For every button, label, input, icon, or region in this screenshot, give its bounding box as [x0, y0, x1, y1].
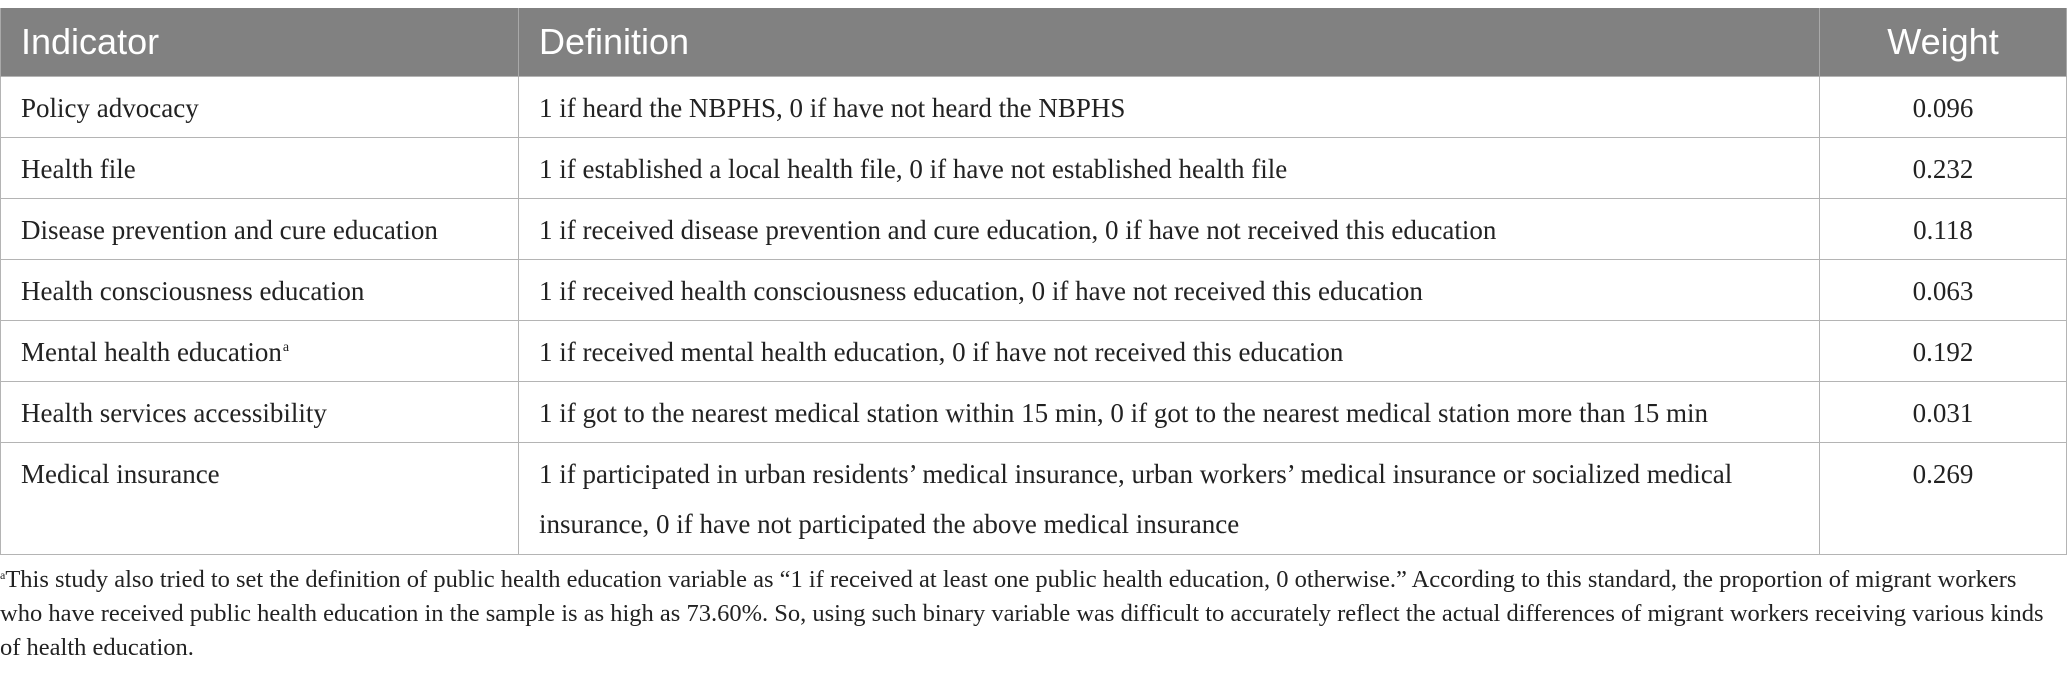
table-row	[1, 381, 2067, 442]
weight-cell: 0.192	[1820, 320, 2067, 381]
definition-cell: 1 if participated in urban residents’ medical insurance, urban workers’ medical insurance or socialized medical insurance, 0 if have not participated the above medical insurance	[519, 442, 1820, 554]
definition-cell: 1 if heard the NBPHS, 0 if have not heard the NBPHS	[519, 76, 1820, 137]
table-footnote	[0, 563, 2060, 665]
table-row	[1, 137, 2067, 198]
weight-cell: 0.232	[1820, 137, 2067, 198]
indicator-cell	[1, 198, 519, 259]
weight-cell: 0.063	[1820, 259, 2067, 320]
table-body	[1, 76, 2067, 554]
indicator-cell	[1, 381, 519, 442]
table-row	[1, 320, 2067, 381]
definition-cell: 1 if got to the nearest medical station within 15 min, 0 if got to the nearest medical station more than 15 min	[519, 381, 1820, 442]
header-definition: Definition	[519, 8, 1820, 76]
footnote-mark: a	[0, 568, 6, 582]
indicator-table-container	[0, 8, 2067, 555]
weight-cell: 0.096	[1820, 76, 2067, 137]
table-row	[1, 259, 2067, 320]
definition-cell: 1 if received mental health education, 0 if have not received this education	[519, 320, 1820, 381]
indicator-cell	[1, 320, 519, 381]
footnote-text: This study also tried to set the definition of public health education variable as “1 if received at least one public health education, 0 otherwise.” According to this standard, the proportion of migrant workers who have received public health education in the sample is as high as 73.60%. So, using such binary variable was difficult to accurately reflect the actual differences of migrant workers receiving various kinds of health education.	[0, 566, 2044, 661]
definition-cell: 1 if received disease prevention and cure education, 0 if have not received this education	[519, 198, 1820, 259]
weight-cell: 0.118	[1820, 198, 2067, 259]
table-header	[1, 8, 2067, 76]
header-indicator: Indicator	[1, 8, 519, 76]
weight-cell: 0.031	[1820, 381, 2067, 442]
indicator-label: Disease prevention and cure education	[21, 214, 438, 245]
indicator-label: Policy advocacy	[21, 92, 199, 123]
indicator-label: Health file	[21, 153, 136, 184]
indicator-label: Medical insurance	[21, 458, 220, 489]
table-row	[1, 198, 2067, 259]
indicator-cell	[1, 76, 519, 137]
weight-cell: 0.269	[1820, 442, 2067, 554]
indicator-label: Mental health education	[21, 336, 282, 367]
header-weight: Weight	[1820, 8, 2067, 76]
table-row	[1, 442, 2067, 554]
indicator-cell	[1, 259, 519, 320]
indicator-table	[0, 8, 2067, 555]
definition-cell: 1 if established a local health file, 0 if have not established health file	[519, 137, 1820, 198]
definition-cell: 1 if received health consciousness education, 0 if have not received this education	[519, 259, 1820, 320]
footnote-marker: a	[282, 339, 290, 355]
indicator-cell	[1, 442, 519, 554]
indicator-label: Health services accessibility	[21, 397, 327, 428]
indicator-label: Health consciousness education	[21, 275, 365, 306]
header-row	[1, 8, 2067, 76]
table-row	[1, 76, 2067, 137]
indicator-cell	[1, 137, 519, 198]
